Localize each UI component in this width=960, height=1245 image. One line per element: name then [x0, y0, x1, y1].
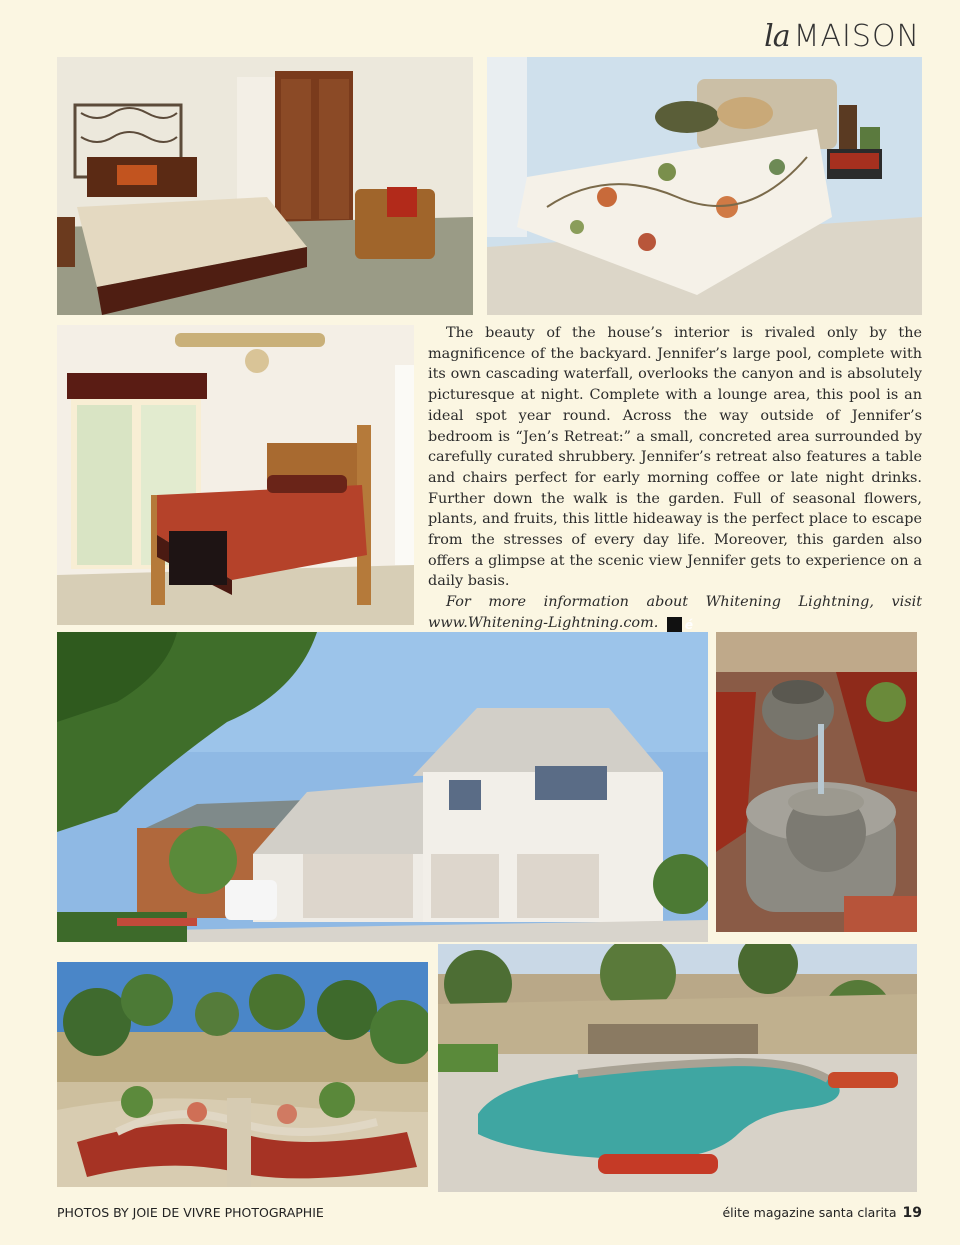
photo-bedroom-ceiling-fan: [57, 325, 414, 625]
publication-name: élite magazine santa clarita: [722, 1205, 897, 1220]
article-body: [428, 323, 922, 634]
photo-house-exterior: [57, 632, 708, 942]
page-number: 19: [902, 1205, 922, 1221]
section-header: [764, 14, 920, 54]
article-info-line: [428, 592, 922, 634]
photo-bedroom-floral-duvet: [487, 57, 922, 315]
photo-stone-fountain: [716, 632, 917, 932]
header-title: MAISON: [793, 19, 920, 54]
article-paragraph: The beauty of the house’s interior is rivaled only by the magnificence of the backyard. Jennifer’s large pool, complete with its own cascading waterfall, overlooks the canyon and is absolutely picturesque at night. Complete with a lounge area, this pool is an ideal spot year round. Across the way outside of Jennifer’s bedroom is “Jen’s Retreat:” a small, concreted area surrounded by carefully curated shrubbery. Jennifer’s retreat also features a table and chairs perfect for early morning coffee or late night drinks. Further down the walk is the garden. Full of seasonal flowers, plants, and fruits, this little hideaway is the perfect place to escape from the stresses of every day life. Moreover, this garden also offers a glimpse at the scenic view Jennifer gets to experience on a daily basis.: [428, 325, 922, 590]
article-info-text: For more information about Whitening Lightning, visit www.Whitening-Lightning.com.: [428, 594, 922, 631]
elite-logo-icon: é: [667, 617, 682, 634]
photo-credit: PHOTOS BY JOIE DE VIVRE PHOTOGRAPHIE: [57, 1205, 324, 1220]
photo-garden: [57, 962, 428, 1187]
photo-bedroom-iron-headboard: [57, 57, 473, 315]
photo-pool: [438, 944, 917, 1192]
page-footer: [722, 1205, 922, 1221]
header-script-word: la: [764, 19, 790, 54]
